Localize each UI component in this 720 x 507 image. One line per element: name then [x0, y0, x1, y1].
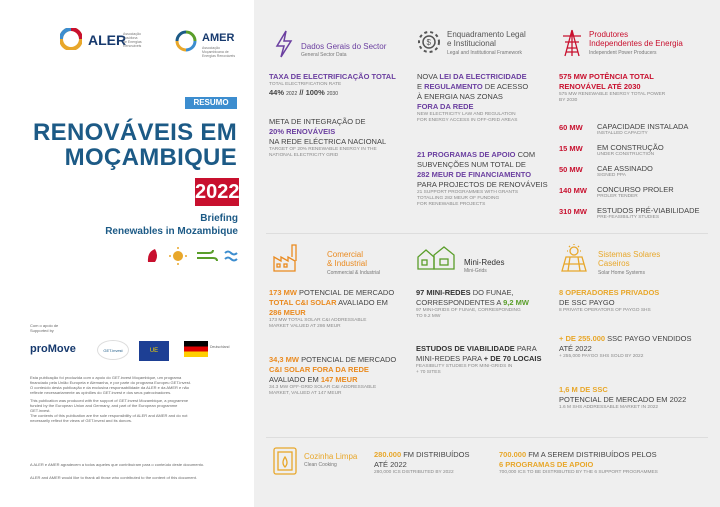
briefing-title: Briefing	[200, 213, 238, 224]
title-line-2: MOÇAMBIQUE	[64, 144, 237, 171]
aler-logo: ALER	[88, 32, 127, 48]
ipp-row: 310 MW ESTUDOS PRÉ-VIABILIDADE PRE-FEASIBILITY STUDIES	[559, 206, 700, 220]
year-badge: 2022	[195, 178, 239, 206]
disclaimer: Esta publicação foi produzida com o apoio do GET.invest Moçambique, um programa financiado pela União Europeia e Alemanha, e por parte do programa Europeu GET.invest. O conteúdo desta publicação e da exclusiva responsabilidade da ALER e da AMER e não reflecte necessariamente as opiniões do GET.invest e dos seus patrocinadores. This publication was produced with the support of GET.invest Mozambique, a programme funded by the European Union and Germany, and part of the European programme GET.invest. The contents of this publication are the sole responsibility of ALER and AMER and do not necessarily reflect the views of GET.invest and its donors.	[30, 375, 191, 423]
ipp-row: 50 MW CAE ASSINADO SIGNED PPA	[559, 164, 653, 178]
house-grid-icon	[416, 245, 460, 276]
clean-cooking-subtitle: Clean Cooking	[304, 462, 337, 468]
ci-title: Comercial & Industrial	[327, 250, 368, 268]
ipp-capacity-list	[559, 123, 709, 228]
promove-logo: proMove	[30, 343, 76, 355]
total-power-block: 575 MW POTÊNCIA TOTAL RENOVÁVEL ATÉ 2030 575 MW RENEWABLE ENERGY TOTAL POWER BY 2030	[559, 72, 666, 103]
shs-market-block: 1,6 M DE SSC POTENCIAL DE MERCADO EM 2022 1.6 M SHS ADDRESSABLE MARKET IN 2022	[559, 385, 687, 410]
paygo-sold-block: + DE 255.000 SSC PAYGO VENDIDOS ATÉ 2022 + 255,000 PAYGO SHS SOLD BY 2022	[559, 334, 692, 359]
amer-logo: AMER	[202, 32, 235, 44]
lightning-icon	[274, 30, 294, 63]
title-line-1: RENOVÁVEIS EM	[33, 119, 237, 146]
power-tower-icon	[561, 28, 583, 63]
factory-icon	[272, 243, 300, 278]
renewables-icons	[145, 246, 240, 271]
ipp-title: Produtores Independentes de Energia	[589, 30, 683, 48]
minigrids-subtitle: Mini-Grids	[464, 268, 487, 274]
clean-cooking-title: Cozinha Limpa	[304, 452, 358, 461]
cover-panel	[0, 0, 254, 507]
support-label: Com o apoio de Supported by	[30, 323, 59, 333]
sector-data-subtitle: General Sector Data	[301, 52, 347, 58]
renewable-target-block: META DE INTEGRAÇÃO DE 20% RENOVÁVEIS NA REDE ELÉCTRICA NACIONAL TARGET OF 20% RENEWABLE ENERGY IN THE NATIONAL ELECTRICITY GRID	[269, 117, 387, 158]
germany-flag-icon	[184, 341, 208, 357]
shs-subtitle: Solar Home Systems	[598, 270, 645, 276]
ipp-row: 140 MW CONCURSO PROLER PROLER TENDER	[559, 185, 674, 199]
electricity-law-block: NOVA LEI DA ELECTRICIDADE E REGULAMENTO DE ACESSO À ENERGIA NAS ZONAS FORA DA REDE NEW ELECTRICITY LAW AND REGULATION FOR ENERGY ACCESS IN OFF-GRID AREAS	[417, 72, 529, 123]
legal-title: Enquadramento Legal e Institucional	[447, 30, 526, 48]
stats-panel	[254, 0, 720, 507]
germany-label: Deutschland	[210, 345, 230, 349]
stoves-distributed-block: 280.000 FM DISTRIBUÍDOS ATÉ 2022 280,000 ICS DISTRIBUTED BY 2022	[374, 450, 470, 475]
legal-subtitle: Legal and Institutional Framework	[447, 50, 523, 56]
ci-solar-block: 173 MW POTENCIAL DE MERCADO TOTAL C&I SOLAR AVALIADO EM 286 MEUR 173 MW TOTAL SOLAR C&I ADDRESSABLE MARKET VALUED AT 286 MEUR	[269, 288, 395, 329]
electrification-block: TAXA DE ELECTRIFICAÇÃO TOTAL TOTAL ELECTRIFICATION RATE 44% 2022 // 100% 2030	[269, 72, 396, 97]
sector-data-title: Dados Gerais do Sector	[301, 42, 387, 51]
leaf-icon	[148, 249, 157, 262]
thanks-en: ALER and AMER would like to thank all those who contributed to the content of this document.	[30, 475, 197, 480]
water-icon	[225, 252, 237, 261]
support-programmes-block: 21 PROGRAMAS DE APOIO COM SUBVENÇÕES NUM TOTAL DE 282 MEUR DE FINANCIAMENTO PARA PROJECTOS DE RENOVÁVEIS 21 SUPPORT PROGRAMMES WITH GRANTS TOTALLING 282 MEUR OF FUNDING FOR RENEWABLE PROJECTS	[417, 150, 548, 207]
ipp-row: 60 MW CAPACIDADE INSTALADA INSTALLED CAPACITY	[559, 122, 689, 136]
sun-icon	[169, 247, 187, 265]
wind-icon	[197, 250, 217, 261]
gear-icon	[417, 30, 441, 59]
getinvest-logo: GET.invest	[97, 340, 129, 360]
amer-logo-icon	[175, 30, 197, 57]
resumo-badge: RESUMO	[185, 97, 237, 109]
stoves-planned-block: 700.000 FM A SEREM DISTRIBUÍDOS PELOS 6 PROGRAMAS DE APOIO 700,000 ICS TO BE DISTRIBUTED BY THE 6 SUPPORT PROGRAMMES	[499, 450, 658, 475]
aler-subtitle: Associação Lusófona de Energias Renováveis	[123, 32, 142, 48]
paygo-operators-block: 8 OPERADORES PRIVADOS DE SSC PAYGO 8 PRIVATE OPERATORS OF PAYGO SHS	[559, 288, 660, 313]
ci-subtitle: Commercial & Industrial	[327, 270, 381, 276]
amer-subtitle: Associação Moçambicana de Energias Renováveis	[202, 46, 236, 58]
funae-block: 97 MINI-REDES DO FUNAE, CORRESPONDENTES A 9,2 MW 97 MINI-GRIDS OF FUNAE, CORRESPONDING TO 9.2 MW	[416, 288, 529, 319]
cookstove-icon	[272, 446, 298, 481]
shs-title: Sistemas Solares Caseiros	[598, 250, 661, 268]
thanks-pt: A ALER e AMER agradecem a todos aqueles que contribuíram para o conteúdo deste documento.	[30, 462, 205, 467]
solar-panel-icon	[559, 243, 589, 278]
ci-offgrid-block: 34,3 MW POTENCIAL DE MERCADO C&I SOLAR FORA DA REDE AVALIADO EM 147 MEUR 34.3 MW OFF-GRID SOLAR C&I ADDRESSABLE MARKET, VALUED AT 147 MEUR	[269, 355, 397, 396]
feasibility-block: ESTUDOS DE VIABILIDADE PARA MINI-REDES PARA + DE 70 LOCAIS FEASIBILITY STUDIES FOR MINI-GRIDS IN + 70 SITES	[416, 344, 542, 375]
ipp-subtitle: Independent Power Producers	[589, 50, 657, 56]
aler-logo-icon	[60, 28, 82, 55]
minigrids-title: Mini-Redes	[464, 258, 505, 267]
svg-text:$: $	[426, 38, 431, 47]
ipp-row: 15 MW EM CONSTRUÇÃO UNDER CONSTRUCTION	[559, 143, 664, 157]
briefing-subtitle: Renewables in Mozambique	[105, 226, 238, 237]
eu-flag-icon: UE	[139, 341, 169, 361]
